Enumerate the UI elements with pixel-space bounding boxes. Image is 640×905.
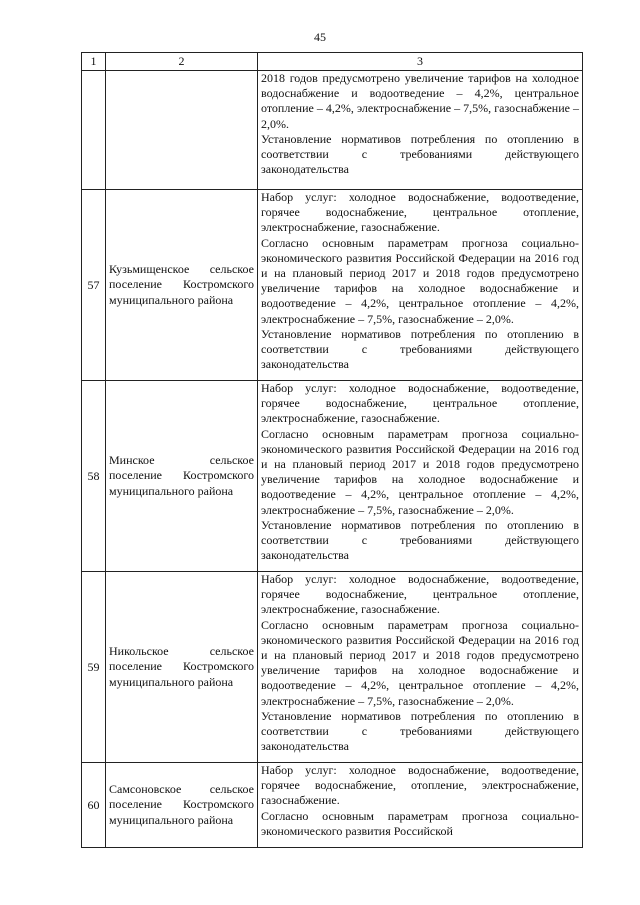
table-row	[82, 190, 583, 381]
row-number-cell	[82, 71, 106, 190]
table-row	[82, 572, 583, 763]
description-paragraph: Установление нормативов потребления по отоплению в соответствии с требованиями действующего законодательства	[261, 326, 579, 372]
page-number: 45	[314, 30, 326, 44]
description-paragraph: Согласно основным параметрам прогноза социально-экономического развития Российской	[261, 808, 579, 838]
row-municipality-name: Минское сельское поселение Костромского муниципального района	[106, 381, 258, 572]
table-row	[82, 381, 583, 572]
description-paragraph: Набор услуг: холодное водоснабжение, водоотведение, горячее водоснабжение, отопление, электроснабжение, газоснабжение.	[261, 763, 579, 808]
description-paragraph: 2018 годов предусмотрено увеличение тарифов на холодное водоснабжение и водоотведение – 4,2%, центральное отопление – 4,2%, электроснабжение – 7,5%, газоснабжение – 2,0%.	[261, 71, 579, 131]
row-number: 57	[82, 190, 106, 381]
table-row-continuation	[82, 71, 583, 190]
description-paragraph: Набор услуг: холодное водоснабжение, водоотведение, горячее водоснабжение, центральное отопление, электроснабжение, газоснабжение.	[261, 572, 579, 617]
table-header-row	[82, 53, 583, 71]
row-description-cell	[258, 572, 583, 763]
row-name-cell	[106, 71, 258, 190]
row-description-cell	[258, 381, 583, 572]
description-paragraph: Согласно основным параметрам прогноза социально-экономического развития Российской Федерации на 2016 год и на плановый период 2017 и 2018 годов предусмотрено увеличение тарифов на холодное водоснабжение и водоотведение – 4,2%, центральное отопление – 4,2%, электроснабжение – 7,5%, газоснабжение – 2,0%.	[261, 617, 579, 708]
description-paragraph: Установление нормативов потребления по отоплению в соответствии с требованиями действующего законодательства	[261, 131, 579, 177]
row-number: 59	[82, 572, 106, 763]
description-paragraph: Согласно основным параметрам прогноза социально-экономического развития Российской Федерации на 2016 год и на плановый период 2017 и 2018 годов предусмотрено увеличение тарифов на холодное водоснабжение и водоотведение – 4,2%, центральное отопление – 4,2%, электроснабжение – 7,5%, газоснабжение – 2,0%.	[261, 235, 579, 326]
table-row	[82, 763, 583, 848]
column-header-1: 1	[82, 53, 106, 71]
services-table	[81, 52, 583, 848]
column-header-3: 3	[258, 53, 583, 71]
row-description-cell	[258, 763, 583, 848]
row-description-cell	[258, 71, 583, 190]
description-paragraph: Набор услуг: холодное водоснабжение, водоотведение, горячее водоснабжение, центральное отопление, электроснабжение, газоснабжение.	[261, 190, 579, 235]
row-municipality-name: Кузьмищенское сельское поселение Костромского муниципального района	[106, 190, 258, 381]
description-paragraph: Согласно основным параметрам прогноза социально-экономического развития Российской Федерации на 2016 год и на плановый период 2017 и 2018 годов предусмотрено увеличение тарифов на холодное водоснабжение и водоотведение – 4,2%, центральное отопление – 4,2%, электроснабжение – 7,5%, газоснабжение – 2,0%.	[261, 426, 579, 517]
row-municipality-name: Самсоновское сельское поселение Костромского муниципального района	[106, 763, 258, 848]
column-header-2: 2	[106, 53, 258, 71]
row-number: 60	[82, 763, 106, 848]
description-paragraph: Установление нормативов потребления по отоплению в соответствии с требованиями действующего законодательства	[261, 708, 579, 754]
row-municipality-name: Никольское сельское поселение Костромского муниципального района	[106, 572, 258, 763]
description-paragraph: Установление нормативов потребления по отоплению в соответствии с требованиями действующего законодательства	[261, 517, 579, 563]
description-paragraph: Набор услуг: холодное водоснабжение, водоотведение, горячее водоснабжение, центральное отопление, электроснабжение, газоснабжение.	[261, 381, 579, 426]
row-description-cell	[258, 190, 583, 381]
row-number: 58	[82, 381, 106, 572]
